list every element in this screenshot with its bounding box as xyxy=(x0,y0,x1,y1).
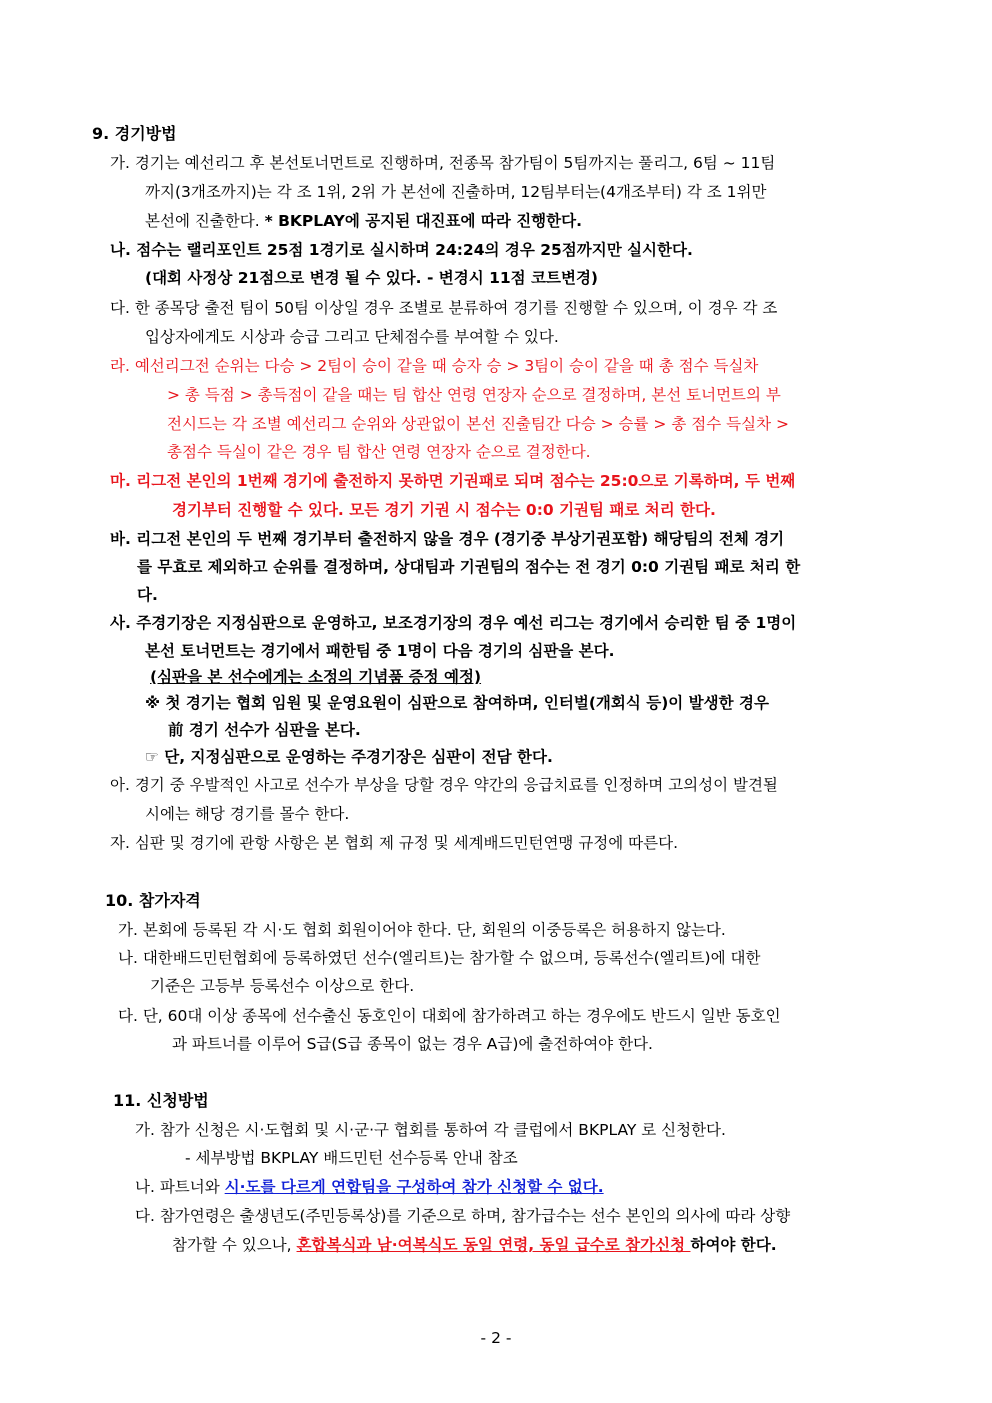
s11-na-line xyxy=(135,1176,604,1198)
section-10-title: 10. 참가자격 xyxy=(105,891,201,910)
s11-na-emphasis: 시·도를 다르게 연합팀을 구성하여 참가 신청할 수 없다. xyxy=(224,1178,604,1196)
s9-ra-line2: > 총 득점 > 총득점이 같을 때는 팀 합산 연령 연장자 순으로 결정하며, 본선 토너먼트의 부 xyxy=(167,386,781,404)
s9-ba-line3: 다. xyxy=(137,586,158,604)
section-9-title: 9. 경기방법 xyxy=(92,124,177,143)
s9-sa-first-game-note-line2: 前 경기 선수가 심판을 본다. xyxy=(168,721,361,739)
s9-ra-line3: 전시드는 각 조별 예선리그 순위와 상관없이 본선 진출팀간 다승 > 승률 > 총 점수 득실차 > xyxy=(167,415,789,433)
s9-ga-line1: 가. 경기는 예선리그 후 본선토너먼트로 진행하며, 전종목 참가팀이 5팀까지는 풀리그, 6팀 ~ 11팀 xyxy=(110,154,776,172)
s11-da-emphasis: 혼합복식과 남·여복식도 동일 연령, 동일 급수로 참가신청 xyxy=(296,1236,691,1254)
s9-a-line1: 아. 경기 중 우발적인 사고로 선수가 부상을 당할 경우 약간의 응급치료를 인정하며 고의성이 발견될 xyxy=(110,776,778,794)
s9-sa-line2: 본선 토너먼트는 경기에서 패한팀 중 1명이 다음 경기의 심판을 본다. xyxy=(145,642,615,660)
s9-sa-referee-gift-note: (심판을 본 선수에게는 소정의 기념품 증정 예정) xyxy=(150,668,482,686)
s11-na-prefix: 나. 파트너와 xyxy=(135,1178,225,1196)
s11-ga-line1: 가. 참가 신청은 시·도협회 및 시·군·구 협회를 통하여 각 클럽에서 BKPLAY 로 신청한다. xyxy=(135,1121,726,1139)
s11-da-line2 xyxy=(172,1234,777,1256)
s9-ba-line2: 를 무효로 제외하고 순위를 결정하며, 상대팀과 기권팀의 점수는 전 경기 0:0 기권팀 패로 처리 한 xyxy=(137,558,801,576)
s9-ma-line2: 경기부터 진행할 수 있다. 모든 경기 기권 시 점수는 0:0 기권팀 패로 처리 한다. xyxy=(172,501,716,519)
s10-da-line1: 다. 단, 60대 이상 종목에 선수출신 동호인이 대회에 참가하려고 하는 경우에도 반드시 일반 동호인 xyxy=(118,1007,781,1025)
s9-ga-line3 xyxy=(145,210,582,232)
s11-da-suffix: 하여야 한다. xyxy=(690,1236,777,1254)
s10-na-line2: 기준은 고등부 등록선수 이상으로 한다. xyxy=(150,977,415,995)
page-number: - 2 - xyxy=(480,1329,512,1347)
s9-da-line1: 다. 한 종목당 출전 팀이 50팀 이상일 경우 조별로 분류하여 경기를 진행할 수 있으며, 이 경우 각 조 xyxy=(110,299,778,317)
section-11-title: 11. 신청방법 xyxy=(113,1091,209,1110)
s9-ra-line4: 총점수 득실이 같은 경우 팀 합산 연령 연장자 순으로 결정한다. xyxy=(167,443,591,461)
s9-ga-bold-note: * BKPLAY에 공지된 대진표에 따라 진행한다. xyxy=(264,212,582,230)
s9-ra-line1: 라. 예선리그전 순위는 다승 > 2팀이 승이 같을 때 승자 승 > 3팀이 승이 같을 때 총 점수 득실차 xyxy=(110,357,759,375)
s11-da-prefix: 참가할 수 있으나, xyxy=(172,1236,297,1254)
s10-ga-line: 가. 본회에 등록된 각 시·도 협회 회원이어야 한다. 단, 회원의 이중등록은 허용하지 않는다. xyxy=(118,921,726,939)
s9-na-line1: 나. 점수는 랠리포인트 25점 1경기로 실시하며 24:24의 경우 25점까지만 실시한다. xyxy=(110,241,693,259)
s10-na-line1: 나. 대한배드민턴협회에 등록하였던 선수(엘리트)는 참가할 수 없으며, 등록선수(엘리트)에 대한 xyxy=(118,949,761,967)
s11-ga-line2: - 세부방법 BKPLAY 배드민턴 선수등록 안내 참조 xyxy=(185,1149,518,1167)
s9-ba-line1: 바. 리그전 본인의 두 번째 경기부터 출전하지 않을 경우 (경기중 부상기권포함) 해당팀의 전체 경기 xyxy=(110,530,785,548)
s9-ja-line: 자. 심판 및 경기에 관항 사항은 본 협회 제 규정 및 세계배드민턴연맹 규정에 따른다. xyxy=(110,834,679,852)
s9-sa-main-court-note: ☞ 단, 지정심판으로 운영하는 주경기장은 심판이 전담 한다. xyxy=(145,748,553,766)
s9-sa-first-game-note: ※ 첫 경기는 협회 임원 및 운영요원이 심판으로 참여하며, 인터벌(개회식 등)이 발생한 경우 xyxy=(145,694,769,712)
s9-ga-line3-text: 본선에 진출한다. xyxy=(145,212,265,230)
s10-da-line2: 과 파트너를 이루어 S급(S급 종목이 없는 경우 A급)에 출전하여야 한다. xyxy=(172,1035,653,1053)
s9-da-line2: 입상자에게도 시상과 승급 그리고 단체점수를 부여할 수 있다. xyxy=(145,328,559,346)
s9-ma-line1: 마. 리그전 본인의 1번째 경기에 출전하지 못하면 기권패로 되며 점수는 25:0으로 기록하며, 두 번째 xyxy=(110,472,796,490)
s9-na-line2: (대회 사정상 21점으로 변경 될 수 있다. - 변경시 11점 코트변경) xyxy=(145,269,598,287)
s9-ga-line2: 까지(3개조까지)는 각 조 1위, 2위 가 본선에 진출하며, 12팀부터는(4개조부터) 각 조 1위만 xyxy=(145,183,767,201)
s9-a-line2: 시에는 해당 경기를 몰수 한다. xyxy=(145,805,350,823)
s9-sa-line1: 사. 주경기장은 지정심판으로 운영하고, 보조경기장의 경우 예선 리그는 경기에서 승리한 팀 중 1명이 xyxy=(110,614,797,632)
s11-da-line1: 다. 참가연령은 출생년도(주민등록상)를 기준으로 하며, 참가급수는 선수 본인의 의사에 따라 상향 xyxy=(135,1207,791,1225)
